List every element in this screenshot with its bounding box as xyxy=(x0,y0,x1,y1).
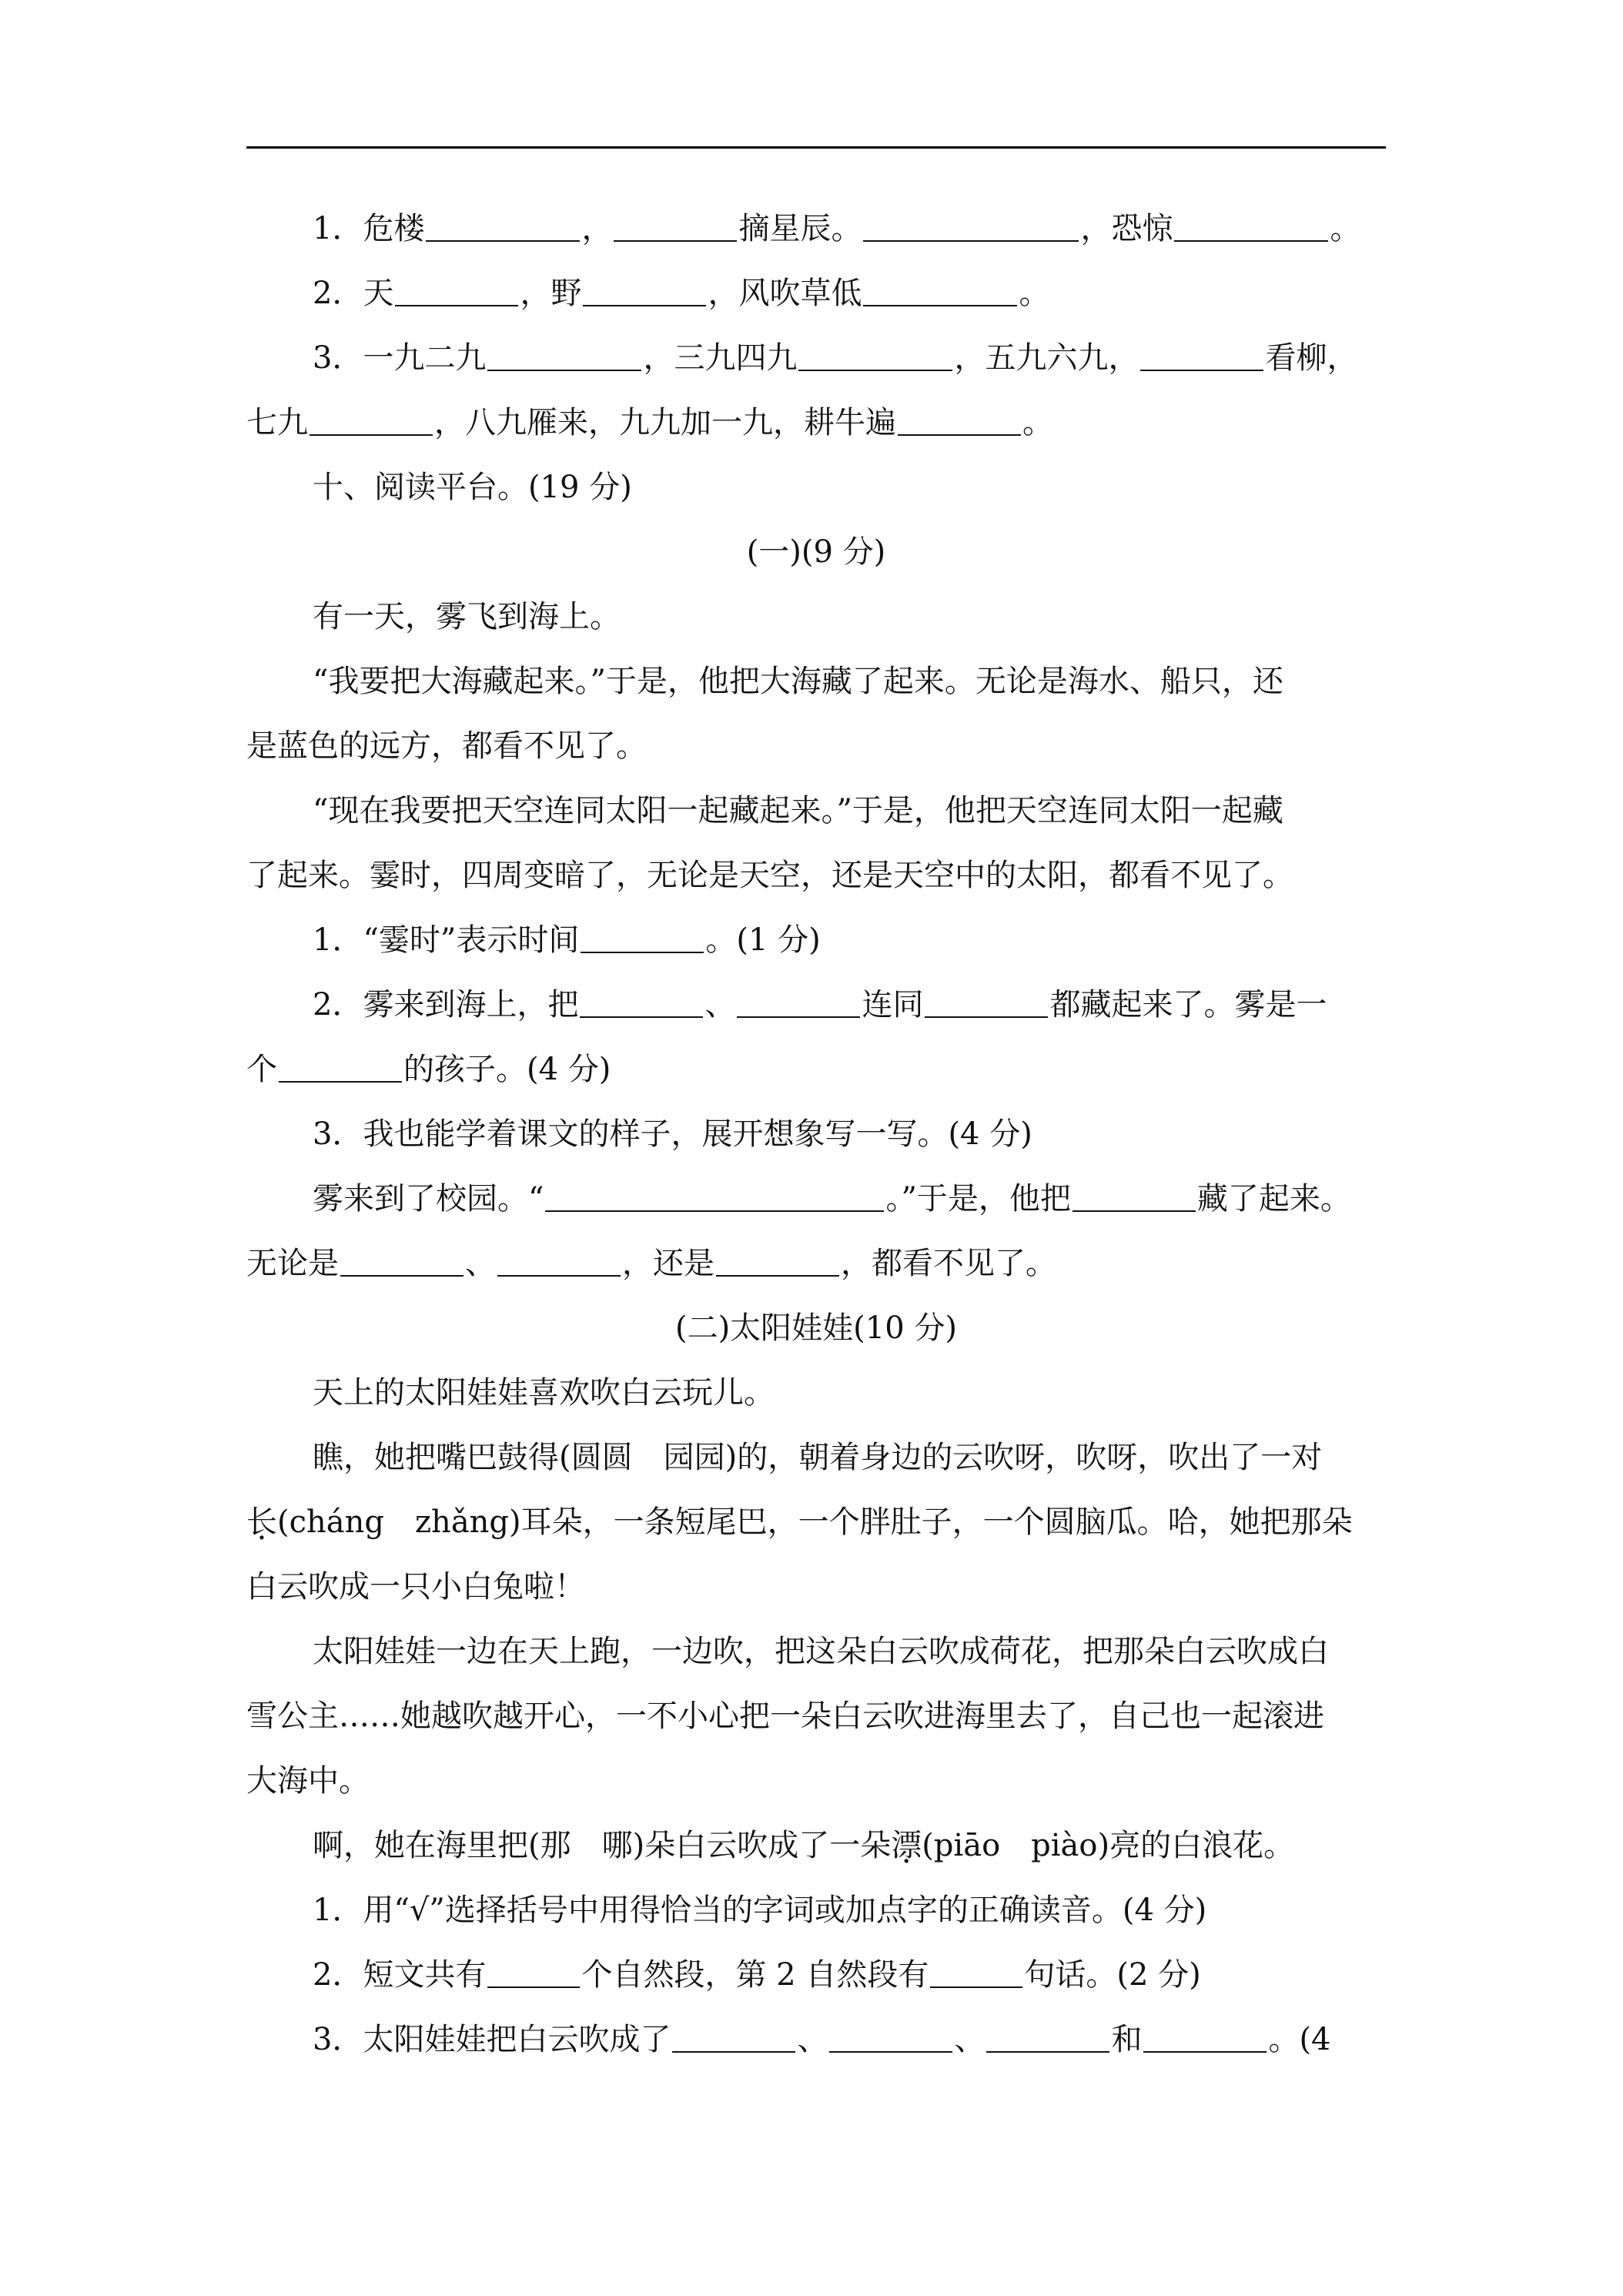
blank[interactable] xyxy=(737,984,860,1018)
reading2-p4: 啊，她在海里把(那 哪)朵白云吹成了一朵漂(piāo piào)亮的白浪花。 xyxy=(313,1828,1295,1863)
reading2-p1: 天上的太阳娃娃喜欢吹白云玩儿。 xyxy=(313,1375,775,1411)
reading1-q2: 2．雾来到海上，把 、 连同 都藏起来了。雾是一 xyxy=(246,972,1386,1037)
blank[interactable] xyxy=(798,337,952,371)
reading1-p2a: “我要把大海藏起来。”于是，他把大海藏了起来。无论是海水、船只，还 xyxy=(313,664,1283,699)
blank[interactable] xyxy=(1174,208,1328,242)
blank[interactable] xyxy=(1143,2019,1267,2053)
reading2-p3b: 雪公主……她越吹越开心，一不小心把一朵白云吹进海里去了，自己也一起滚进 xyxy=(246,1699,1324,1734)
blank[interactable] xyxy=(497,1243,621,1277)
dotted-char: 漂 xyxy=(891,1828,922,1863)
blank[interactable] xyxy=(1140,337,1263,371)
section-title: 十、阅读平台。(19 分) xyxy=(313,470,632,505)
blank[interactable] xyxy=(395,273,518,306)
reading2-p3c: 大海中。 xyxy=(246,1763,370,1799)
blank[interactable] xyxy=(829,2019,952,2053)
reading1-title: (一)(9 分) xyxy=(746,534,886,570)
reading1-p1: 有一天，雾飞到海上。 xyxy=(313,599,621,634)
content xyxy=(246,196,1386,2072)
blank[interactable] xyxy=(310,402,433,436)
reading2-q3: 3．太阳娃娃把白云吹成了 、 、 和 。(4 xyxy=(246,2007,1386,2072)
blank[interactable] xyxy=(898,402,1021,436)
blank[interactable] xyxy=(279,1049,402,1083)
reading2-p2b: 长(cháng zhǎng)耳朵，一条短尾巴，一个胖肚子，一个圆脑瓜。哈，她把那朵 xyxy=(246,1504,1353,1540)
blank[interactable] xyxy=(583,273,706,306)
blank[interactable] xyxy=(925,984,1048,1018)
reading2-title: (二)太阳娃娃(10 分) xyxy=(674,1310,958,1346)
poem-q3: 3．一九二九 ，三九四九 ，五九六九， 看柳， xyxy=(246,326,1386,390)
poem-q2: 2．天 ，野 ，风吹草低 。 xyxy=(246,261,1386,326)
reading1-q2-cont: 个 的孩子。(4 分) xyxy=(246,1037,1386,1102)
blank[interactable] xyxy=(614,208,737,242)
reading2-p2c: 白云吹成一只小白兔啦！ xyxy=(246,1569,585,1605)
blank[interactable] xyxy=(986,2019,1109,2053)
blank[interactable] xyxy=(863,208,1079,242)
reading1-q3-fill-cont: 无论是 、 ，还是 ，都看不见了。 xyxy=(246,1231,1386,1296)
reading2-q1: 1．用“√”选择括号中用得恰当的字词或加点字的正确读音。(4 分) xyxy=(313,1893,1207,1928)
poem-q3-cont: 七九 ，八九雁来，九九加一九，耕牛遍 。 xyxy=(246,390,1386,455)
blank[interactable] xyxy=(716,1243,839,1277)
blank[interactable] xyxy=(487,337,641,371)
reading2-q2: 2．短文共有 个自然段，第 2 自然段有 句话。(2 分) xyxy=(246,1943,1386,2007)
reading1-q3-fill: 雾来到了校园。“ 。”于是，他把 藏了起来。 xyxy=(246,1166,1386,1231)
reading1-p2b: 是蓝色的远方，都看不见了。 xyxy=(246,728,647,764)
blank[interactable] xyxy=(581,919,704,953)
reading1-q1: 1．“霎时”表示时间 。(1 分) xyxy=(246,908,1386,972)
dotted-char: 长 xyxy=(246,1504,277,1540)
blank[interactable] xyxy=(672,2019,795,2053)
blank[interactable] xyxy=(340,1243,463,1277)
reading2-p3a: 太阳娃娃一边在天上跑，一边吹，把这朵白云吹成荷花，把那朵白云吹成白 xyxy=(313,1634,1329,1669)
blank[interactable] xyxy=(1073,1178,1196,1212)
blank[interactable] xyxy=(426,208,580,242)
reading1-q3: 3．我也能学着课文的样子，展开想象写一写。(4 分) xyxy=(313,1116,1032,1152)
blank[interactable] xyxy=(487,1954,580,1988)
blank[interactable] xyxy=(930,1954,1022,1988)
poem-q1: 1．危楼 ， 摘星辰。 ，恐惊 。 xyxy=(246,196,1386,261)
blank[interactable] xyxy=(863,273,1017,306)
blank[interactable] xyxy=(545,1178,884,1212)
reading1-p3a: “现在我要把天空连同太阳一起藏起来。”于是，他把天空连同太阳一起藏 xyxy=(313,793,1283,828)
reading2-p2a: 瞧，她把嘴巴鼓得(圆圆 园园)的，朝着身边的云吹呀，吹呀，吹出了一对 xyxy=(313,1440,1323,1475)
blank[interactable] xyxy=(580,984,703,1018)
header-rule xyxy=(246,146,1386,149)
reading1-p3b: 了起来。霎时，四周变暗了，无论是天空，还是天空中的太阳，都看不见了。 xyxy=(246,858,1293,893)
